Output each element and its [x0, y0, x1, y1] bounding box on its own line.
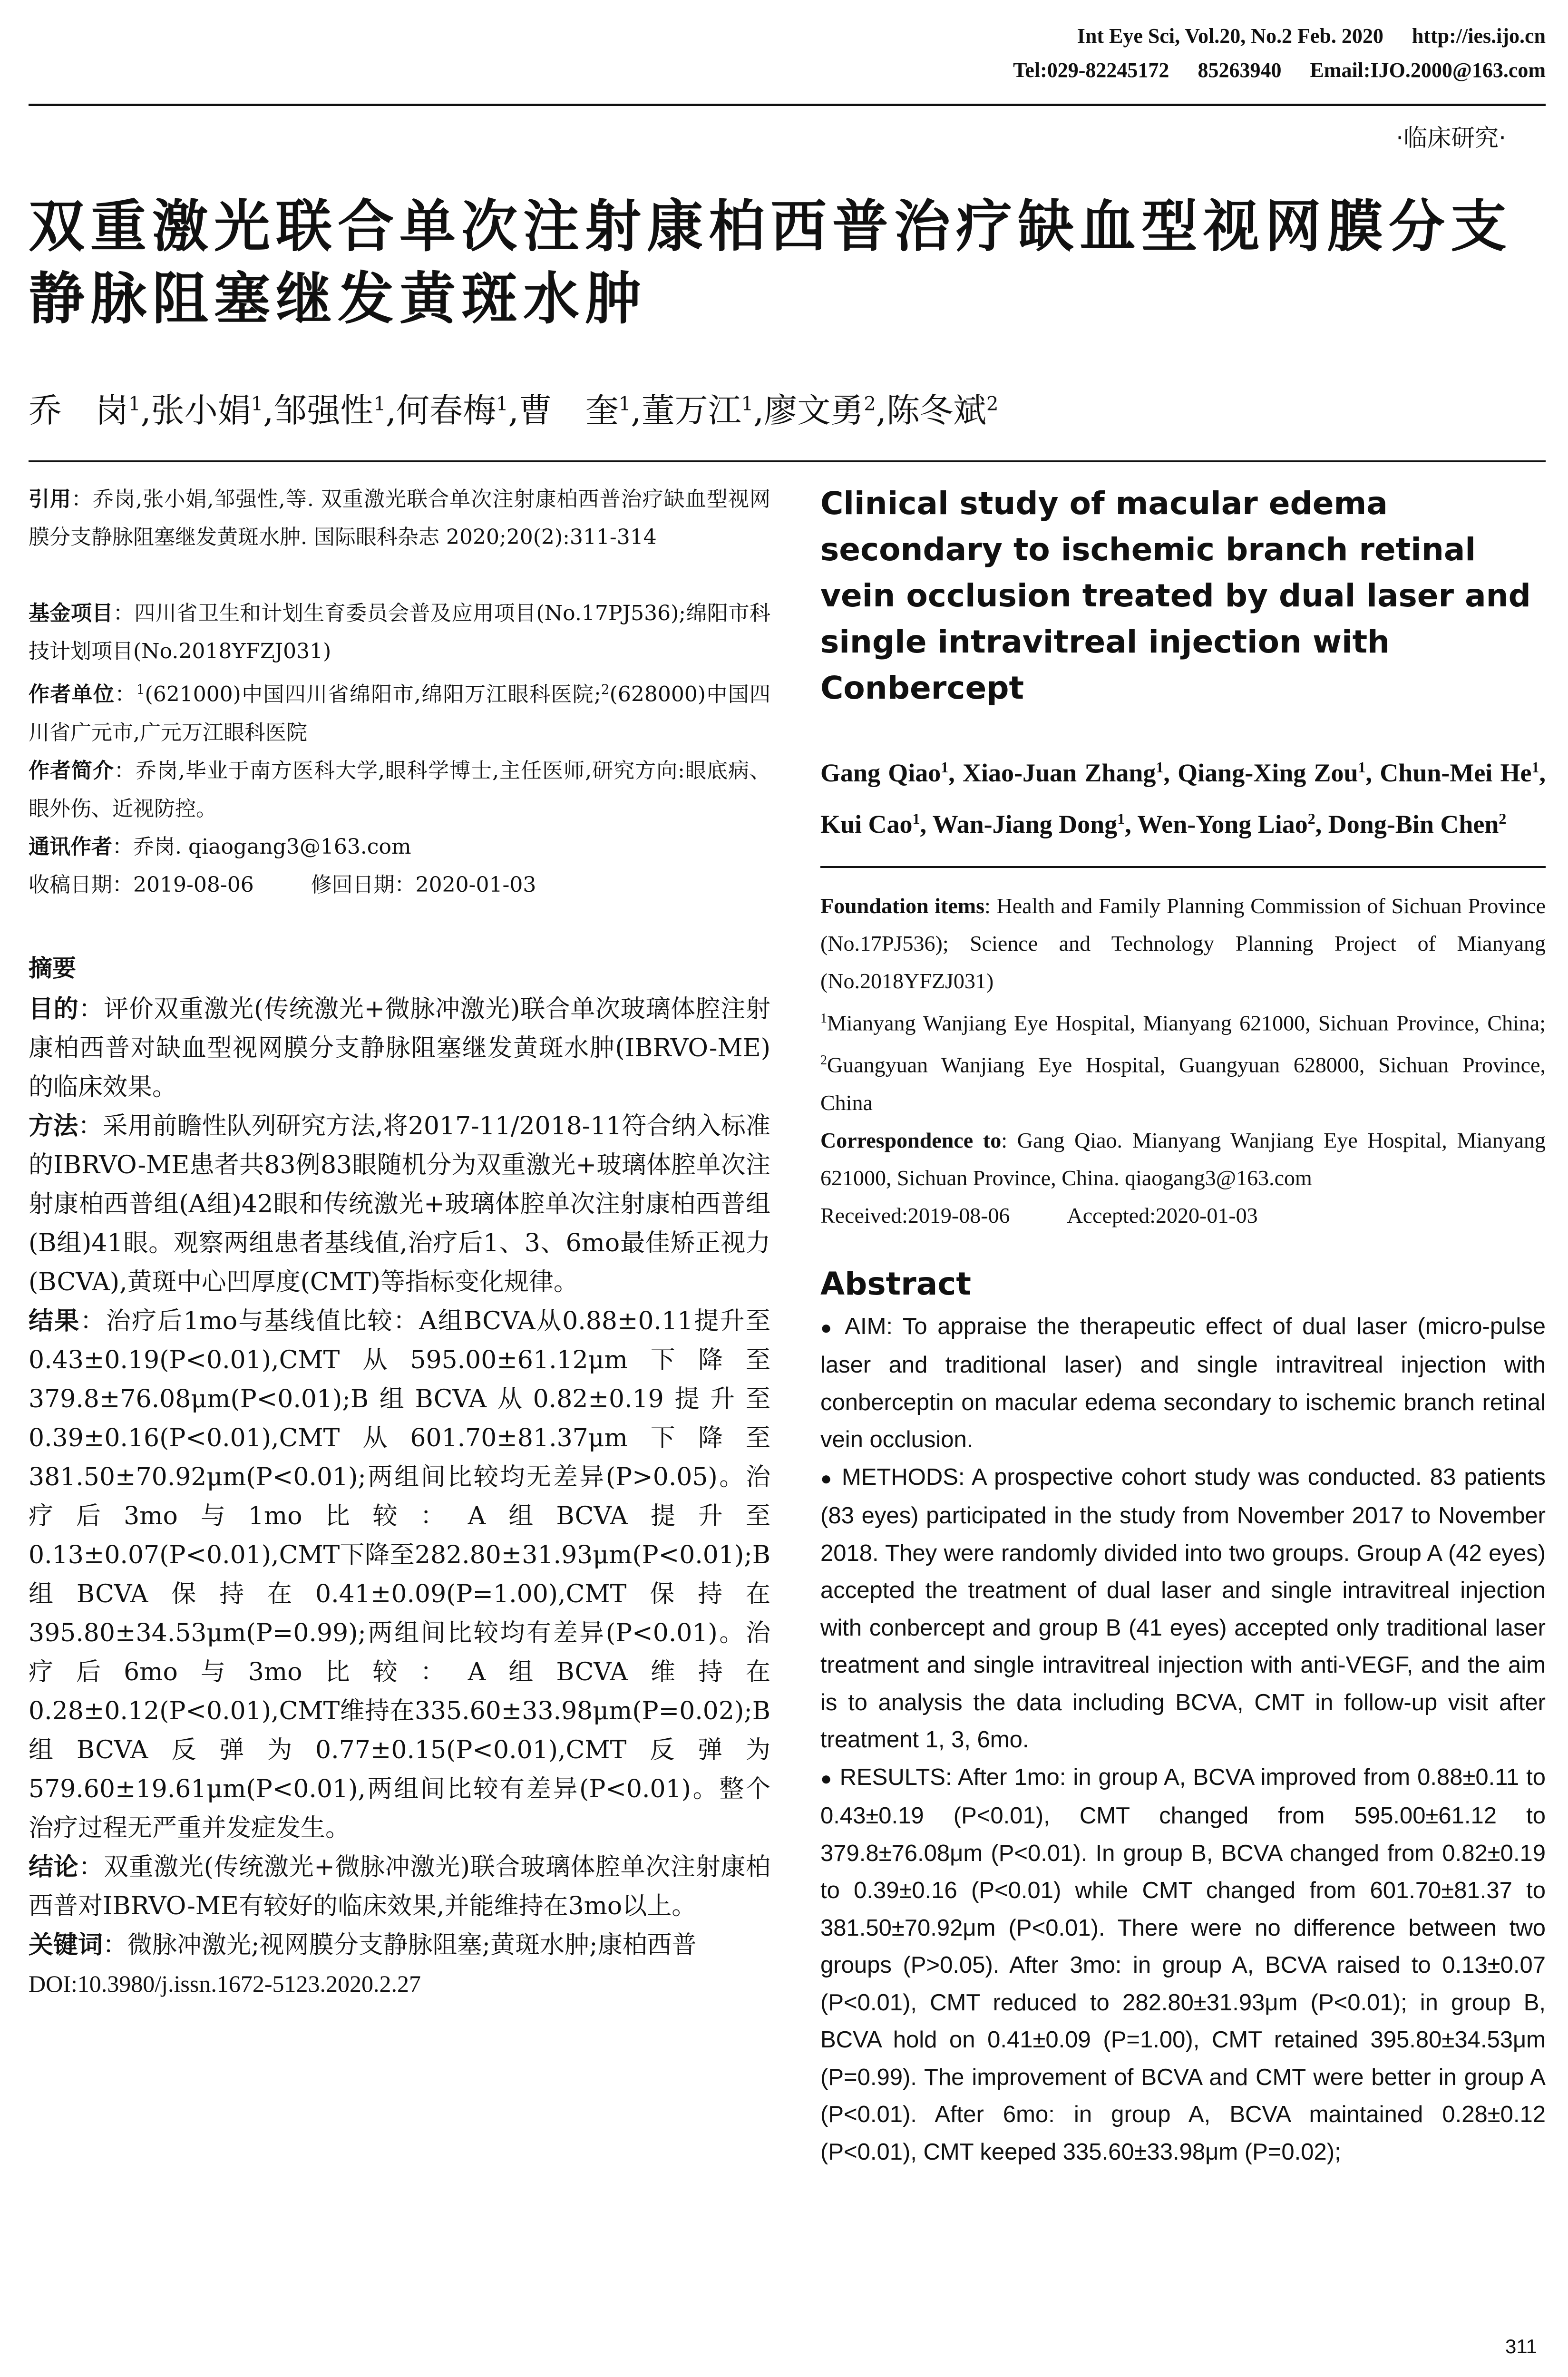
abstract-methods-en: ● METHODS: A prospective cohort study was conducted. 83 patients (83 eyes) participated in the study from November 2017 to November 2018. They were randomly divided into two groups. Group A (42 eyes) accepted the treatment of dual laser and single intravitreal injection with conbercept and group B (41 eyes) accepted only traditional laser treatment and single intravitreal injection with anti-VEGF, and the aim is to analysis the data including BCVA, CMT in follow-up visit after treatment 1, 3, 6mo. — [820, 1464, 1546, 1753]
journal-header — [856, 19, 1546, 88]
author-en: Dong-Bin Chen$^2$ — [1328, 810, 1507, 838]
dates-cn — [29, 866, 770, 904]
author-en: Qiang-Xing Zou$^1$ — [1178, 759, 1366, 787]
author-cn: 张小娟$^1$ — [151, 391, 263, 430]
keywords: 关键词：微脉冲激光;视网膜分支静脉阻塞;黄斑水肿;康柏西普 — [29, 1930, 697, 1959]
author-cn: 乔 岗$^1$ — [29, 391, 141, 430]
abstract-heading-cn: 摘要 — [29, 954, 76, 982]
metadata-english — [820, 887, 1546, 1234]
abstract-method: 方法：采用前瞻性队列研究方法,将2017-11/2018-11符合纳入标准的IBRVO-ME患者共83例83眼随机分为双重激光+玻璃体腔单次注射康柏西普组(A组)42眼和传统激光+玻璃体腔单次注射康柏西普组(B组)41眼。观察两组患者基线值,治疗后1、3、6mo最佳矫正视力(BCVA),黄斑中心凹厚度(CMT)等指标变化规律。 — [29, 1111, 770, 1296]
received-date: 收稿日期：2019-08-06 — [29, 872, 254, 897]
title-rule — [29, 460, 1546, 462]
dates-en — [820, 1197, 1546, 1234]
doi: DOI:10.3980/j.issn.1672-5123.2020.2.27 — [29, 1970, 421, 1997]
author-en: Xiao-Juan Zhang$^1$ — [963, 759, 1164, 787]
chinese-column — [29, 480, 770, 2003]
page-number: 311 — [1505, 2335, 1537, 2358]
author-cn: 廖文勇$^2$ — [764, 391, 876, 430]
abstract-conclusion: 结论：双重激光(传统激光+微脉冲激光)联合玻璃体腔单次注射康柏西普对IBRVO-ME有较好的临床效果,并能维持在3mo以上。 — [29, 1852, 770, 1920]
abstract-en — [820, 1308, 1546, 2171]
bullet-icon: ● — [820, 1317, 836, 1338]
journal-header-line2 — [856, 53, 1546, 88]
abstract-results-en: ● RESULTS: After 1mo: in group A, BCVA improved from 0.88±0.11 to 0.43±0.19 (P<0.01), CMT changed from 595.00±61.12 to 379.8±76.08μm (P<0.01). In group B, BCVA changed from 0.82±0.19 to 0.39±0.16 (P<0.01) while CMT changed from 601.70±81.37 to 381.50±70.92μm (P<0.01). There were no difference between two groups (P>0.05). After 3mo: in group A, BCVA raised to 0.13±0.07 (P<0.01), CMT reduced to 282.80±31.93μm (P<0.01); in group B, BCVA hold on 0.41±0.09 (P=1.00), CMT retained 395.80±34.53μm (P=0.99). The improvement of BCVA and CMT were better in group A (P<0.01). After 6mo: in group A, BCVA maintained 0.28±0.12 (P<0.01), CMT keeped 335.60±33.98μm (P=0.02); — [820, 1764, 1546, 2165]
english-authors-rule — [820, 866, 1546, 868]
abstract-aim-en: ● AIM: To appraise the therapeutic effect of dual laser (micro-pulse laser and traditional laser) and single intravitreal injection with conberceptin on macular edema secondary to ischemic branch retinal vein occlusion. — [820, 1313, 1546, 1453]
journal-tel: Tel:029-82245172 — [1013, 58, 1169, 82]
affiliations: $^1$Mianyang Wanjiang Eye Hospital, Mianyang 621000, Sichuan Province, China; $^2$Guangyuan Wanjiang Eye Hospital, Guangyuan 628000, Sichuan Province, China — [820, 1011, 1546, 1115]
authors-english: Gang Qiao$^1$, Xiao-Juan Zhang$^1$, Qiang-Xing Zou$^1$, Chun-Mei He$^1$, Kui Cao$^1$, Wan-Jiang Dong$^1$, Wen-Yong Liao$^2$, Dong-Bin Chen$^2$ — [820, 759, 1546, 838]
author-units: 作者单位：$^1$(621000)中国四川省绵阳市,绵阳万江眼科医院;$^2$(628000)中国四川省广元市,广元万江眼科医院 — [29, 682, 770, 745]
bullet-icon: ● — [820, 1768, 833, 1789]
fund-items: 基金项目：四川省卫生和计划生育委员会普及应用项目(No.17PJ536);绵阳市科技计划项目(No.2018YFZJ031) — [29, 601, 770, 663]
author-en: Wan-Jiang Dong$^1$ — [932, 810, 1125, 838]
journal-header-line1 — [856, 19, 1546, 53]
citation: 引用：乔岗,张小娟,邹强性,等. 双重激光联合单次注射康柏西普治疗缺血型视网膜分支静脉阻塞继发黄斑水肿. 国际眼科杂志 2020;20(2):311-314 — [29, 487, 771, 549]
author-en: Gang Qiao$^1$ — [820, 759, 949, 787]
author-cn: 何春梅$^1$ — [396, 391, 508, 430]
author-cn: 董万江$^1$ — [641, 391, 754, 430]
author-en: Kui Cao$^1$ — [820, 810, 920, 838]
revised-date: 修回日期：2020-01-03 — [311, 872, 536, 897]
received-date-en: Received:2019-08-06 — [820, 1203, 1010, 1227]
title-chinese: 双重激光联合单次注射康柏西普治疗缺血型视网膜分支静脉阻塞继发黄斑水肿 — [29, 194, 1513, 331]
journal-tel-2: 85263940 — [1198, 58, 1282, 82]
authors-chinese: 乔 岗$^1$,张小娟$^1$,邹强性$^1$,何春梅$^1$,曹 奎$^1$,董万江$^1$,廖文勇$^2$,陈冬斌$^2$ — [29, 391, 999, 430]
author-bio: 作者简介：乔岗,毕业于南方医科大学,眼科学博士,主任医师,研究方向:眼底病、眼外伤、近视防控。 — [29, 758, 770, 821]
author-cn: 陈冬斌$^2$ — [886, 391, 999, 430]
corresponding-author: 通讯作者：乔岗. qiaogang3@163.com — [29, 834, 411, 859]
correspondence: Correspondence to: Gang Qiao. Mianyang Wanjiang Eye Hospital, Mianyang 621000, Sichuan Province, China. qiaogang3@163.com — [820, 1128, 1546, 1190]
author-cn: 曹 奎$^1$ — [518, 391, 631, 430]
abstract-cn — [29, 990, 770, 1965]
bullet-icon: ● — [820, 1468, 834, 1489]
accepted-date-en: Accepted:2020-01-03 — [1067, 1203, 1258, 1227]
foundation-items: Foundation items: Health and Family Planning Commission of Sichuan Province (No.17PJ536); Science and Technology Planning Project of Mianyang (No.2018YFZJ031) — [820, 894, 1546, 993]
english-column — [820, 480, 1546, 2171]
author-en: Wen-Yong Liao$^2$ — [1137, 810, 1315, 838]
title-english: Clinical study of macular edema secondary to ischemic branch retinal vein occlusion treated by dual laser and single intravitreal injection with Conbercept — [820, 485, 1531, 706]
journal-citation: Int Eye Sci, Vol.20, No.2 Feb. 2020 — [1077, 24, 1383, 48]
header-rule — [29, 104, 1546, 106]
journal-email: Email:IJO.2000@163.com — [1310, 58, 1546, 82]
abstract-aim: 目的：评价双重激光(传统激光+微脉冲激光)联合单次玻璃体腔注射康柏西普对缺血型视网膜分支静脉阻塞继发黄斑水肿(IBRVO-ME)的临床效果。 — [29, 994, 770, 1101]
journal-url: http://ies.ijo.cn — [1412, 24, 1546, 48]
abstract-result: 结果：治疗后1mo与基线值比较：A组BCVA从0.88±0.11提升至0.43±0.19(P<0.01),CMT从595.00±61.12μm下降至379.8±76.08μm(P<0.01);B组BCVA从0.82±0.19提升至0.39±0.16(P<0.01),CMT从601.70±81.37μm下降至381.50±70.92μm(P<0.01);两组间比较均无差异(P>0.05)。治疗后3mo与1mo比较：A组BCVA提升至0.13±0.07(P<0.01),CMT下降至282.80±31.93μm(P<0.01);B组BCVA保持在0.41±0.09(P=1.00),CMT保持在395.80±34.53μm(P=0.99);两组间比较均有差异(P<0.01)。治疗后6mo与3mo比较：A组BCVA维持在0.28±0.12(P<0.01),CMT维持在335.60±33.98μm(P=0.02);B组BCVA反弹为0.77±0.15(P<0.01),CMT反弹为579.60±19.61μm(P<0.01),两组间比较有差异(P<0.01)。整个治疗过程无严重并发症发生。 — [29, 1306, 770, 1842]
section-label: ·临床研究· — [1396, 124, 1506, 152]
author-en: Chun-Mei He$^1$ — [1380, 759, 1539, 787]
abstract-heading-en: Abstract — [820, 1265, 971, 1302]
author-cn: 邹强性$^1$ — [273, 391, 386, 430]
